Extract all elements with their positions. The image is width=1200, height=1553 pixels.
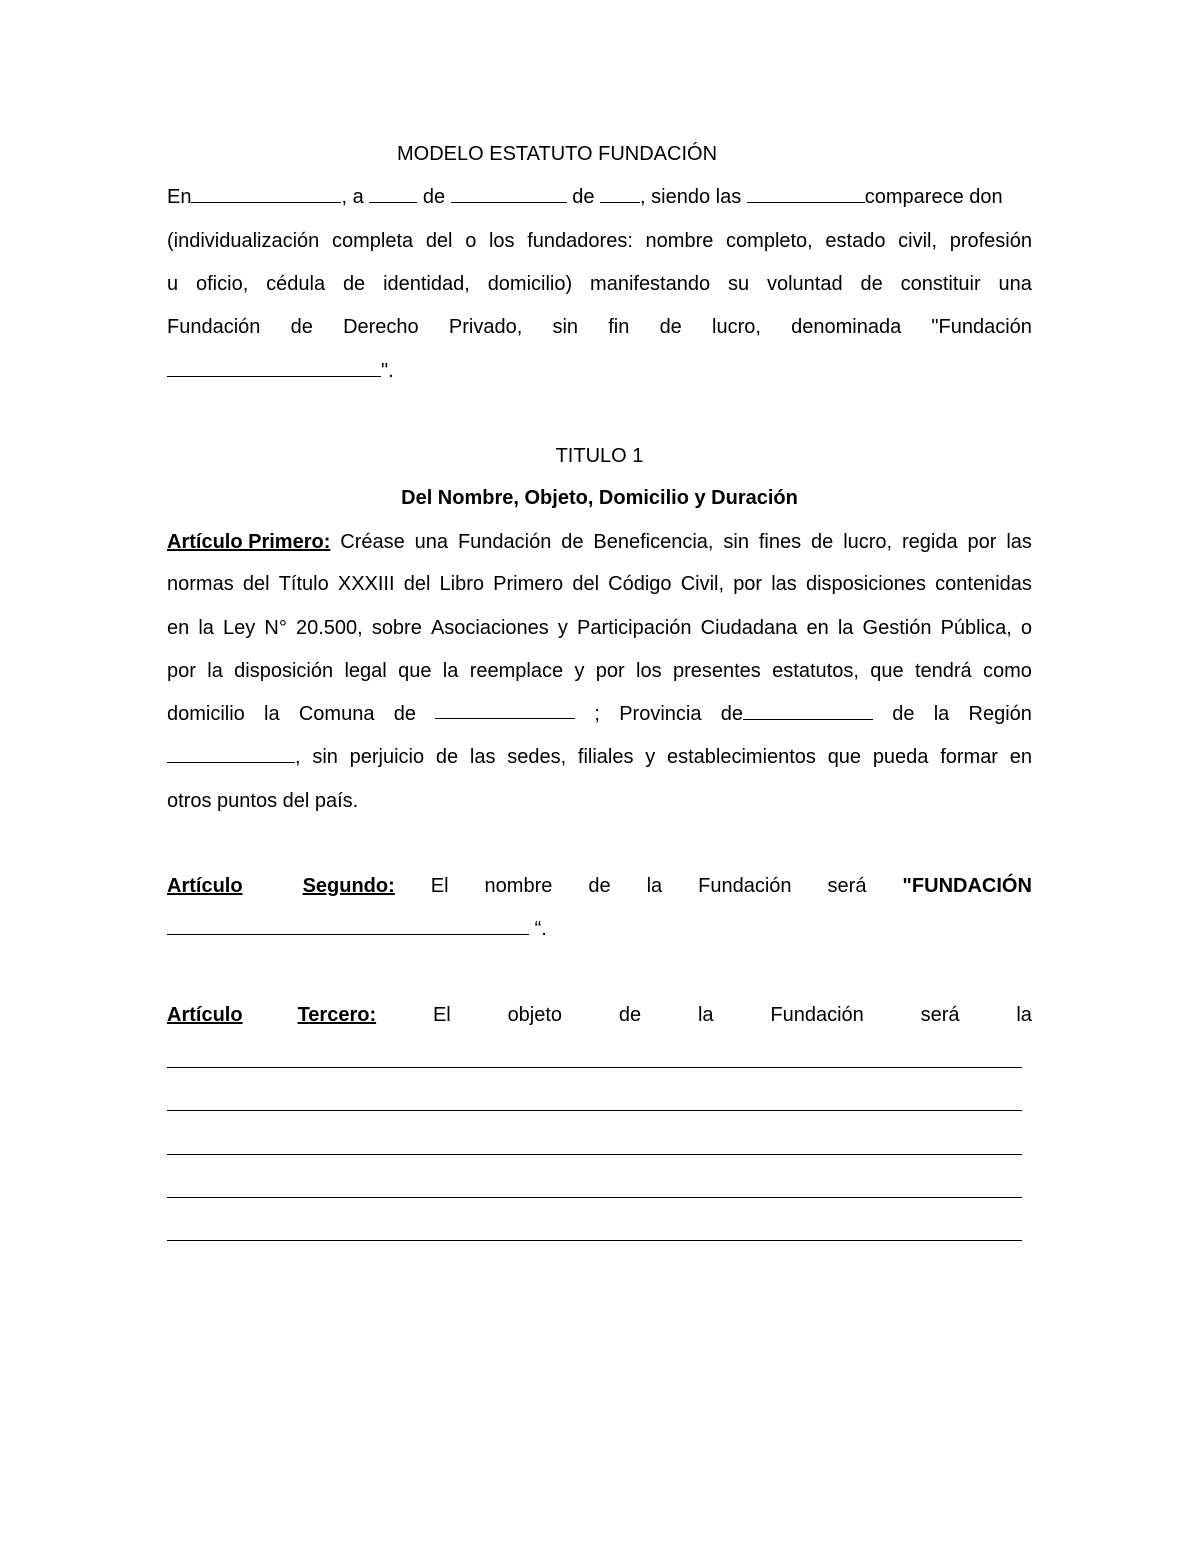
titulo-subheading: Del Nombre, Objeto, Domicilio y Duración (401, 487, 798, 509)
intro-word: comparece don (864, 186, 1003, 208)
word: lucro, (843, 531, 893, 553)
word: disposición (234, 660, 334, 682)
word: oficio, (196, 273, 249, 295)
blank-field-region[interactable] (167, 744, 295, 763)
word: las (1006, 531, 1032, 553)
word: Fundación (167, 316, 261, 338)
word: constituir (900, 273, 981, 295)
word: estatutos, (772, 660, 859, 682)
word: Asociaciones (430, 617, 549, 639)
word: las (771, 573, 797, 595)
articulo-segundo-label (167, 872, 395, 900)
objeto-blank-line[interactable] (167, 1067, 1022, 1068)
word: la (837, 617, 854, 639)
intro-word: de (572, 186, 595, 208)
word: será (920, 1004, 960, 1026)
word: sin (312, 746, 338, 768)
intro-word: En (167, 186, 192, 208)
word: Derecho (343, 316, 419, 338)
word: de (435, 746, 459, 768)
articulo-segundo-line-2 (167, 915, 1032, 943)
word: presentes (672, 660, 761, 682)
word: completa (331, 230, 414, 252)
objeto-blank-line[interactable] (167, 1240, 1022, 1241)
word: Provincia (619, 703, 702, 725)
articulo-tercero-label (167, 1001, 376, 1029)
label-part: Segundo: (302, 875, 395, 897)
intro-line-3 (167, 270, 1032, 298)
word: sedes, (507, 746, 567, 768)
label-part: Artículo (167, 875, 243, 897)
word: manifestando (590, 273, 711, 295)
articulo-tercero-line-1 (167, 1001, 1032, 1029)
word: de (342, 273, 366, 295)
intro-line-4 (167, 313, 1032, 341)
word: que (398, 660, 432, 682)
articulo-primero-line-1 (167, 528, 1032, 556)
blank-field-comuna[interactable] (435, 700, 575, 719)
word: y (574, 660, 585, 682)
intro-word: , siendo las (640, 186, 742, 208)
blank-field-provincia[interactable] (743, 701, 873, 720)
word: 20.500, (295, 617, 363, 639)
word: Fundación (457, 531, 552, 553)
blank-field[interactable] (747, 184, 865, 203)
blank-field[interactable] (600, 184, 640, 203)
articulo-primero-line-6: , sin perjuicio de las sedes, filiales y establecimientos que pueda formar en (167, 743, 1032, 771)
word: normas (167, 573, 234, 595)
word: denominada (791, 316, 902, 338)
word: de (588, 875, 611, 897)
word: identidad, (383, 273, 470, 295)
word: El (432, 1004, 451, 1026)
word: Región (968, 703, 1032, 725)
word: o (465, 230, 477, 252)
word: tendrá (914, 660, 972, 682)
word: u (167, 273, 179, 295)
word: legal (344, 660, 387, 682)
word: "Fundación (931, 316, 1032, 338)
word: Ciudadana (700, 617, 798, 639)
word: completo, (726, 230, 813, 252)
word: voluntad (766, 273, 843, 295)
word: fines (758, 531, 802, 553)
word: fundadores: (527, 230, 633, 252)
word: será (827, 875, 867, 897)
blank-field[interactable] (167, 358, 381, 377)
word: del (572, 573, 600, 595)
word: El (430, 875, 449, 897)
word: Créase (340, 531, 405, 553)
articulo-primero-label: Artículo Primero: (167, 531, 331, 553)
word: por (733, 573, 763, 595)
word: la (697, 1004, 714, 1026)
word: lucro, (712, 316, 761, 338)
word: civil, (898, 230, 938, 252)
word: en (1009, 746, 1032, 768)
word: que (870, 660, 904, 682)
word: y (645, 746, 656, 768)
word: y (557, 617, 568, 639)
intro-word: , a (341, 186, 364, 208)
blank-field-nombre[interactable] (167, 916, 529, 935)
word: como (983, 660, 1032, 682)
word: (individualización (167, 230, 320, 252)
word: en (167, 617, 190, 639)
word: fin (608, 316, 630, 338)
objeto-blank-line[interactable] (167, 1154, 1022, 1155)
word: contenidas (935, 573, 1032, 595)
word: ; (594, 703, 600, 725)
word: del (425, 230, 453, 252)
word: los (488, 230, 515, 252)
articulo-primero-line-4 (167, 657, 1032, 685)
articulo-primero-line-3 (167, 614, 1032, 642)
word: Código (608, 573, 672, 595)
word: Fundación (698, 875, 792, 897)
word: la (207, 660, 223, 682)
intro-line-1 (167, 183, 1032, 211)
word: por (167, 660, 196, 682)
word: regida (902, 531, 958, 553)
word: "FUNDACIÓN (902, 875, 1032, 897)
document-title: MODELO ESTATUTO FUNDACIÓN (397, 143, 718, 165)
word: Gestión (862, 617, 932, 639)
articulo-primero-line-5 (167, 700, 1032, 728)
word: del (242, 573, 270, 595)
word: en (806, 617, 829, 639)
word: o (1020, 617, 1032, 639)
word: establecimientos (666, 746, 816, 768)
objeto-blank-line[interactable] (167, 1197, 1022, 1198)
label-part: Tercero: (297, 1004, 377, 1026)
intro-word: de (422, 186, 446, 208)
word: la (646, 875, 663, 897)
closing-quote: ". (381, 360, 394, 382)
word: Comuna (298, 703, 375, 725)
word: nombre (484, 875, 553, 897)
word: Pública, (940, 617, 1012, 639)
word: la (1016, 1004, 1032, 1026)
word: sobre (371, 617, 422, 639)
word: que (827, 746, 862, 768)
word: cédula (266, 273, 326, 295)
titulo-heading: TITULO 1 (555, 445, 644, 467)
word: perjuicio (349, 746, 425, 768)
word: por (595, 660, 625, 682)
word: Ley (223, 617, 256, 639)
intro-line-2 (167, 227, 1032, 255)
word: nombre (645, 230, 714, 252)
word: por (967, 531, 997, 553)
word: Título (278, 573, 329, 595)
blank-field[interactable] (369, 184, 417, 203)
word: Civil, (680, 573, 725, 595)
word: una (998, 273, 1032, 295)
word: filiales (577, 746, 634, 768)
word: domicilio) (487, 273, 573, 295)
word: la (933, 703, 950, 725)
word: de (811, 531, 834, 553)
blank-field[interactable] (191, 184, 341, 203)
word: pueda (872, 746, 929, 768)
word: las (469, 746, 496, 768)
word: XXXIII (337, 573, 395, 595)
word: de (860, 273, 883, 295)
word: N° (264, 617, 287, 639)
intro-line-5 (167, 357, 1032, 385)
articulo-primero-line-7: otros puntos del país. (167, 790, 359, 812)
word: su (727, 273, 750, 295)
word: Beneficencia, (593, 531, 714, 553)
word: sin (552, 316, 579, 338)
word: de (393, 703, 416, 725)
word: Privado, (448, 316, 523, 338)
word: Participación (577, 617, 692, 639)
word: la (442, 660, 459, 682)
word: la (264, 703, 280, 725)
word: de (892, 703, 915, 725)
word: la (198, 617, 214, 639)
word: de (561, 531, 584, 553)
word: domicilio (167, 703, 245, 725)
articulo-primero-line-2 (167, 570, 1032, 598)
word: de (720, 703, 743, 725)
closing-quote: “. (534, 918, 547, 940)
word: objeto (507, 1004, 563, 1026)
word: disposiciones (805, 573, 927, 595)
objeto-blank-line[interactable] (167, 1110, 1022, 1111)
word: formar (940, 746, 998, 768)
label-part: Artículo (167, 1004, 243, 1026)
articulo-segundo-line-1 (167, 872, 1032, 900)
word: reemplace (469, 660, 564, 682)
word: de (618, 1004, 642, 1026)
word: los (636, 660, 662, 682)
word: profesión (949, 230, 1032, 252)
word: una (414, 531, 449, 553)
word: sin (723, 531, 749, 553)
word: Primero (493, 573, 564, 595)
word: del (403, 573, 431, 595)
word: estado (825, 230, 886, 252)
word: de (659, 316, 682, 338)
blank-field[interactable] (451, 184, 567, 203)
word: de (290, 316, 313, 338)
word: Fundación (770, 1004, 864, 1026)
word: Libro (439, 573, 485, 595)
